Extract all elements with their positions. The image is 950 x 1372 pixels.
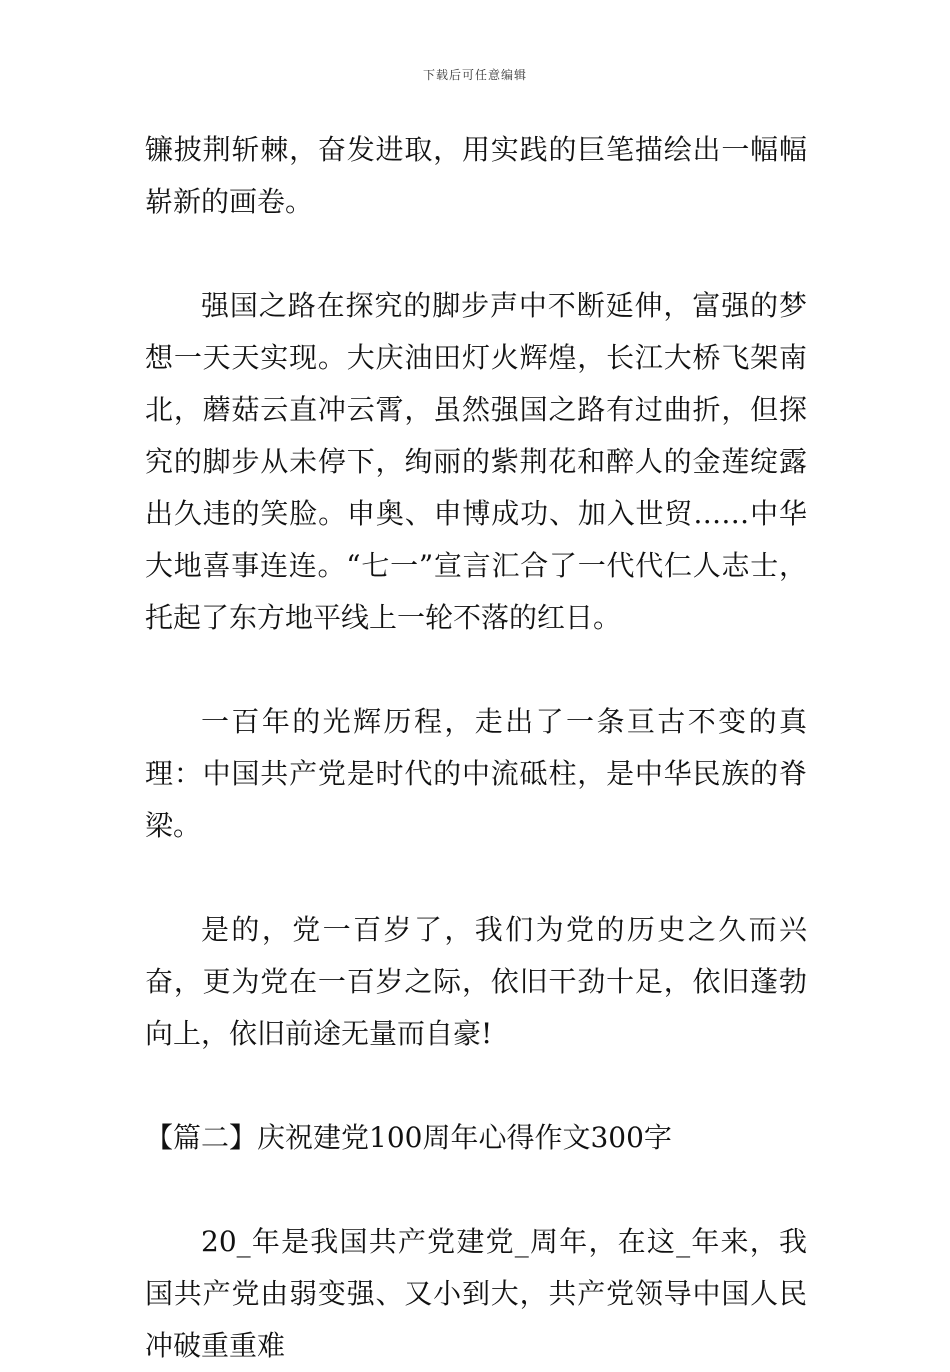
paragraph-spacer <box>145 1060 807 1112</box>
document-body <box>145 124 807 1372</box>
paragraph-spacer <box>145 852 807 904</box>
paragraph-party-hundred: 是的，党一百岁了，我们为党的历史之久而兴奋，更为党在一百岁之际，依旧干劲十足，依旧蓬勃向上，依旧前途无量而自豪! <box>145 913 807 1050</box>
paragraph-spacer <box>145 228 807 280</box>
paragraph-section-two-intro: 20_年是我国共产党建党_周年，在这_年来，我国共产党由弱变强、又小到大，共产党领导中国人民冲破重重难 <box>145 1225 807 1362</box>
paragraph-spacer <box>145 1164 807 1216</box>
paragraph-continuation: 镰披荆斩棘，奋发进取，用实践的巨笔描绘出一幅幅崭新的画卷。 <box>145 133 807 218</box>
paragraph-spacer <box>145 644 807 696</box>
paragraph-road-to-strength: 强国之路在探究的脚步声中不断延伸，富强的梦想一天天实现。大庆油田灯火辉煌，长江大桥飞架南北，蘑菇云直冲云霄，虽然强国之路有过曲折，但探究的脚步从未停下，绚丽的紫荆花和醉人的金莲绽露出久违的笑脸。申奥、申博成功、加入世贸……中华大地喜事连连。“七一”宣言汇合了一代代仁人志士，托起了东方地平线上一轮不落的红日。 <box>145 289 807 634</box>
section-title: 【篇二】庆祝建党100周年心得作文300字 <box>145 1121 672 1154</box>
page-header-note: 下载后可任意编辑 <box>422 68 527 82</box>
paragraph-hundred-years: 一百年的光辉历程，走出了一条亘古不变的真理：中国共产党是时代的中流砥柱，是中华民族的脊梁。 <box>145 705 807 842</box>
